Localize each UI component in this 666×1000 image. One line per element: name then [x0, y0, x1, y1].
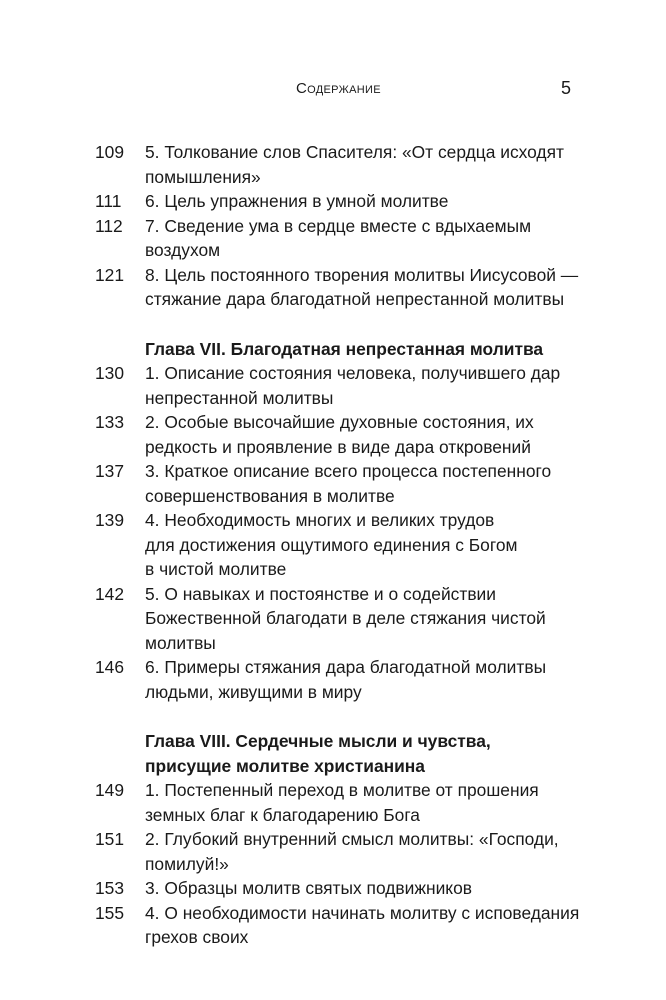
running-header-title: Содержание — [296, 80, 381, 97]
toc-entry — [95, 508, 585, 582]
toc-entry-page: 111 — [95, 191, 122, 211]
toc-entry-title: 5. Толкование слов Спасителя: «От сердца исходят помышления» — [145, 142, 564, 187]
toc-entry-page: 146 — [95, 657, 125, 677]
running-header — [0, 80, 666, 100]
toc-section-continuation — [95, 140, 585, 312]
toc-entry-title: 3. Краткое описание всего процесса постепенного совершенствования в молитве — [145, 461, 552, 506]
chapter-heading: Глава VII. Благодатная непрестанная молитва — [145, 338, 544, 359]
chapter-heading: Глава VIII. Сердечные мысли и чувства, присущие молитве христианина — [145, 731, 491, 776]
toc-entry-title: 2. Особые высочайшие духовные состояния, их редкость и проявление в виде дара откровений — [145, 412, 534, 457]
toc-entry-title: 6. Цель упражнения в умной молитве — [145, 191, 449, 211]
toc-entry — [95, 361, 585, 410]
toc-entry — [95, 901, 585, 950]
toc-entry-title: 1. Описание состояния человека, получившего дар непрестанной молитвы — [145, 363, 561, 408]
toc-entry-page: 130 — [95, 363, 125, 383]
toc-entry-title: 4. Необходимость многих и великих трудов для достижения ощутимого единения с Богом в чистой молитве — [145, 510, 518, 579]
toc-section-chapter-7 — [95, 337, 585, 705]
toc-entry-title: 3. Образцы молитв святых подвижников — [145, 878, 472, 898]
toc-entry — [95, 189, 585, 214]
toc-entry — [95, 410, 585, 459]
toc-entry-title: 4. О необходимости начинать молитву с исповедания грехов своих — [145, 902, 580, 947]
page-number: 5 — [561, 78, 572, 98]
toc-entry-page: 137 — [95, 461, 125, 481]
toc-entry — [95, 263, 585, 312]
toc-entry-page: 139 — [95, 510, 125, 530]
toc-entry-page: 151 — [95, 829, 125, 849]
toc-entry — [95, 214, 585, 263]
toc-section-chapter-8 — [95, 729, 585, 950]
toc-entry-page: 149 — [95, 780, 125, 800]
toc-entry-page: 142 — [95, 583, 125, 604]
toc-entry-page: 155 — [95, 902, 125, 923]
toc-entry-page: 121 — [95, 264, 125, 285]
toc-entry — [95, 655, 585, 704]
table-of-contents — [95, 140, 585, 950]
toc-entry-title: 1. Постепенный переход в молитве от прошения земных благ к благодарению Бога — [145, 780, 539, 825]
toc-entry-title: 2. Глубокий внутренний смысл молитвы: «Господи, помилуй!» — [145, 829, 559, 874]
toc-entry-page: 153 — [95, 878, 125, 898]
toc-entry — [95, 827, 585, 876]
toc-entry-page: 112 — [95, 215, 123, 236]
toc-entry-title: 5. О навыках и постоянстве и о содействии Божественной благодати в деле стяжания чистой молитвы — [145, 583, 546, 653]
toc-entry — [95, 459, 585, 508]
toc-entry-title: 8. Цель постоянного творения молитвы Иисусовой — стяжание дара благодатной непрестанной молитвы — [145, 264, 579, 309]
toc-entry — [95, 582, 585, 656]
toc-entry-title: 6. Примеры стяжания дара благодатной молитвы людьми, живущими в миру — [145, 657, 547, 702]
toc-entry — [95, 140, 585, 189]
toc-entry-title: 7. Сведение ума в сердце вместе с вдыхаемым воздухом — [145, 215, 532, 260]
toc-entry-page: 133 — [95, 412, 125, 432]
toc-entry-page: 109 — [95, 142, 125, 162]
toc-entry — [95, 778, 585, 827]
toc-entry — [95, 876, 585, 901]
